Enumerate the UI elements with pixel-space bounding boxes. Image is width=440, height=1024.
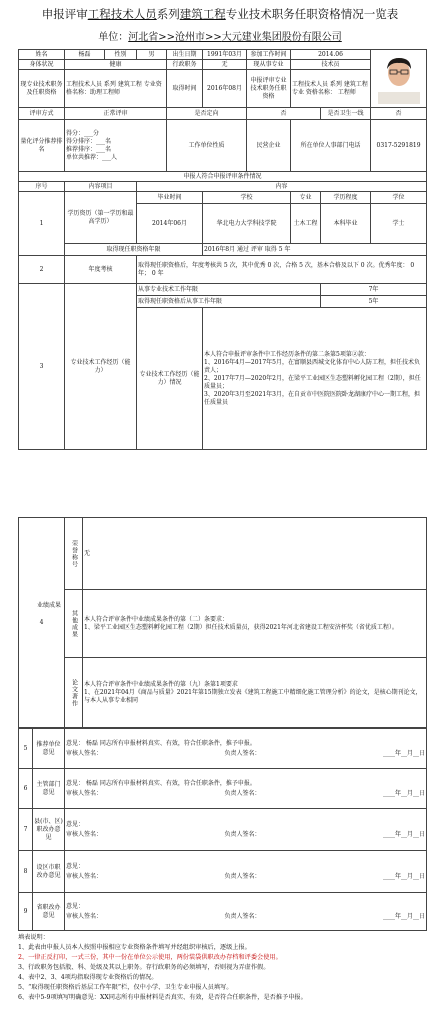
honor-value: 无 bbox=[83, 518, 427, 590]
after-value: 2016年8月 通过 评审 取得 5 年 bbox=[203, 244, 427, 256]
current-title-value: 工程技术人员 系列 建筑工程 专业资格名称：助理工程师 bbox=[65, 70, 167, 108]
note-4: 4、表中2、3、4项均指取得现专业资格后的情况。 bbox=[18, 974, 158, 981]
other-line-1: 本人符合评审条件中业绩成果条件的第（二）条要求： bbox=[84, 615, 229, 623]
score-text: 得分：___分 bbox=[66, 129, 100, 137]
paper-line-2: 1、在2021年04月《商品与质量》2021年第15期独立发表《建筑工程施工中精细化施工管理分析》的论文，是核心期刊论文，与本人从事专业相同 bbox=[84, 688, 422, 704]
op2-text: 意见： 杨磊 同志所有申报材料真实、有效，符合任职条件，推予申报。 bbox=[66, 779, 256, 787]
work-line-3: 2、2017年7月—2020年2月，在梁平工业园区生态塑料孵化园工程（2期），担任质量员； bbox=[204, 374, 421, 390]
op3-content bbox=[65, 809, 427, 851]
op5-no: 9 bbox=[19, 893, 33, 931]
op3-label: 县(市、区)职改办意见 bbox=[33, 809, 65, 851]
unit-company: 大元建业集团股份有限公司 bbox=[221, 32, 342, 43]
edu-grad: 2014年06月 bbox=[137, 204, 203, 244]
edu-major: 土木工程 bbox=[291, 204, 321, 244]
row3-content bbox=[203, 308, 427, 450]
opinion-row bbox=[19, 769, 427, 809]
other-content bbox=[83, 590, 427, 658]
op1-head: 负责人签名： bbox=[224, 749, 261, 757]
opinion-row bbox=[19, 893, 427, 931]
years2-value: 5年 bbox=[321, 296, 427, 308]
row2-text: 取得现任职资格后，年度考核共 5 次，其中优秀 0 次，合格 5 次，基本合格及以下 0 次。优秀年度： 0 年； 0 年 bbox=[137, 256, 427, 284]
header-item: 内容项目 bbox=[65, 182, 137, 192]
paper-line-1: 本人符合评审条件中业绩成果条件的第（九）条第1项要求 bbox=[84, 680, 238, 688]
op2-label: 主管部门意见 bbox=[33, 769, 65, 809]
birth-value: 1991年03月 bbox=[203, 50, 247, 60]
designated-value: 否 bbox=[247, 108, 321, 120]
paper-label: 论文著作 bbox=[65, 658, 83, 728]
edu-head-level: 学历程度 bbox=[321, 192, 371, 204]
years-label: 从事专业技术工作年限 bbox=[137, 284, 321, 296]
current-job-value: 技术员 bbox=[291, 60, 371, 70]
apply-label: 申报评审专业技术职务任职资格 bbox=[247, 70, 291, 108]
row1-item: 学历资历（第一学历和最高学历） bbox=[65, 192, 137, 244]
unit-prefix: 单位： bbox=[98, 32, 129, 43]
op4-label: 设区市职改办意见 bbox=[33, 851, 65, 893]
row2-no: 2 bbox=[19, 256, 65, 284]
title-suffix: 专业技术职务任职资格情况一览表 bbox=[225, 7, 399, 21]
work-start-label: 参加工作时间 bbox=[247, 50, 291, 60]
designated-label: 是否定向 bbox=[167, 108, 247, 120]
title-prefix: 申报评审 bbox=[41, 7, 88, 21]
op1-no: 5 bbox=[19, 729, 33, 769]
row3-item: 专业技术工作经历（能力） bbox=[65, 284, 137, 450]
score-block bbox=[65, 120, 167, 172]
unit-nature-value: 民营企业 bbox=[247, 120, 291, 172]
birth-label: 出生日期 bbox=[167, 50, 203, 60]
current-job-label: 现从事专业 bbox=[247, 60, 291, 70]
gender-label: 性别 bbox=[105, 50, 137, 60]
op3-text: 意见： bbox=[66, 820, 85, 828]
admin-value: 无 bbox=[203, 60, 247, 70]
rec-rank: 推荐排序：___名 bbox=[66, 145, 112, 153]
after-label: 取得现任职资格年限 bbox=[65, 244, 203, 256]
op2-content bbox=[65, 769, 427, 809]
op3-head: 负责人签名： bbox=[224, 830, 261, 838]
opinion-row bbox=[19, 809, 427, 851]
name-value: 杨磊 bbox=[65, 50, 105, 60]
edu-degree: 学士 bbox=[371, 204, 427, 244]
opinion-row bbox=[19, 851, 427, 893]
op5-text: 意见： bbox=[66, 902, 85, 910]
obtain-value: 2016年08月 bbox=[203, 70, 247, 108]
op1-text: 意见： 杨磊 同志所有申报材料真实、有效，符合任职条件，推予申报。 bbox=[66, 739, 256, 747]
note-5: 5、“取得现任职资格后基层工作年限”栏，仅中小学、卫生专业申报人员填写。 bbox=[18, 984, 233, 991]
title-mid: 系列 bbox=[156, 7, 180, 21]
row4-item: 业绩成果 bbox=[34, 600, 64, 609]
opinions-table bbox=[18, 728, 427, 931]
header-content: 内容 bbox=[137, 182, 427, 192]
edu-head-major: 专业 bbox=[291, 192, 321, 204]
gender-value: 男 bbox=[137, 50, 167, 60]
row4-no: 4 bbox=[19, 518, 65, 728]
note-2: 2、一律正反打印，一式三份，其中一份在单位公示使用，两份装袋供职改办存档和评委会使用。 bbox=[18, 954, 282, 961]
name-label: 姓名 bbox=[19, 50, 65, 60]
edu-school: 华北电力大学科技学院 bbox=[203, 204, 291, 244]
edu-head-degree: 学位 bbox=[371, 192, 427, 204]
header-no: 序号 bbox=[19, 182, 65, 192]
review-label: 评审方式 bbox=[19, 108, 65, 120]
apply-value: 工程技术人员 系列 建筑工程 专业 资格名称： 工程师 bbox=[291, 70, 371, 108]
health-label: 身体状况 bbox=[19, 60, 65, 70]
op2-sign: 审核人签名： bbox=[66, 789, 103, 797]
quant-label: 量化评分推荐排名 bbox=[19, 120, 65, 172]
other-label: 其他成果 bbox=[65, 590, 83, 658]
unit-region: 河北省>>沧州市>> bbox=[128, 32, 222, 43]
notes-title: 填表说明： bbox=[18, 934, 49, 941]
unit-total: 单位共推荐：___人 bbox=[66, 153, 118, 161]
honor-label: 荣誉称号 bbox=[65, 518, 83, 590]
work-line-1: 本人符合申报评审条件中工作经历条件的第二条第5项第②款： bbox=[204, 350, 370, 358]
notes bbox=[18, 933, 426, 1003]
years2-label: 取得现任职资格后从事工作年限 bbox=[137, 296, 321, 308]
section-title: 申报人符合申报评审条件情况 bbox=[19, 172, 427, 182]
note-6: 6、表中5-9项填写明确意见：XX同志所有申报材料是否真实、有效，是否符合任职条件，是否推予申报。 bbox=[18, 994, 307, 1001]
edu-level: 本科毕业 bbox=[321, 204, 371, 244]
work-start-value: 2014.06 bbox=[291, 50, 371, 60]
health-value: 健康 bbox=[65, 60, 167, 70]
main-table bbox=[18, 49, 427, 450]
title-major: 建筑工程 bbox=[179, 7, 226, 21]
title-series: 工程技术人员 bbox=[87, 7, 157, 21]
op4-no: 8 bbox=[19, 851, 33, 893]
row2-item: 年度考核 bbox=[65, 256, 137, 284]
op2-head: 负责人签名： bbox=[224, 789, 261, 797]
paper-content bbox=[83, 658, 427, 728]
row3-no: 3 bbox=[19, 284, 65, 450]
op1-sign: 审核人签名： bbox=[66, 749, 103, 757]
opinion-row bbox=[19, 729, 427, 769]
op4-date: ____年__月__日 bbox=[382, 872, 425, 880]
other-line-2: 1、梁平工业园区生态塑料孵化园工程（2期）担任技术质量员，获得2021年河北省建设工程安济杯奖（省优质工程）。 bbox=[84, 623, 398, 631]
unit-phone-label: 所在单位人事部门电话 bbox=[291, 120, 371, 172]
score-rank: 得分排序：___名 bbox=[66, 137, 112, 145]
current-title-label: 现专业技术职务及任职资格 bbox=[19, 70, 65, 108]
op3-date: ____年__月__日 bbox=[382, 830, 425, 838]
row1-no: 1 bbox=[19, 192, 65, 256]
second-table bbox=[18, 517, 427, 729]
op2-no: 6 bbox=[19, 769, 33, 809]
unit-phone-value: 0317-5291819 bbox=[371, 120, 427, 172]
op1-label: 推荐单位意见 bbox=[33, 729, 65, 769]
op4-content bbox=[65, 851, 427, 893]
op5-sign: 审核人签名： bbox=[66, 912, 103, 920]
op2-date: ____年__月__日 bbox=[382, 789, 425, 797]
photo-cell bbox=[371, 50, 427, 108]
work-line-4: 3、2020年3月至2021年3月，在自贡市中医院医院卧龙湖康疗中心一期工程，担任质量员 bbox=[204, 390, 420, 406]
review-value: 正常评审 bbox=[65, 108, 167, 120]
health-sys-value: 否 bbox=[371, 108, 427, 120]
row3-sub-label: 专业技术工作经历（能力）情况 bbox=[137, 308, 203, 450]
portrait-photo bbox=[372, 50, 426, 104]
op3-no: 7 bbox=[19, 809, 33, 851]
edu-head-school: 学校 bbox=[203, 192, 291, 204]
work-line-2: 1、2016年4月—2017年5月，在富顺县西城文化体育中心人防工程，担任技术负责人； bbox=[204, 358, 420, 374]
op5-date: ____年__月__日 bbox=[382, 912, 425, 920]
note-1: 1、此表由申报人员本人按照申报相应专业资格条件填写并经组织审核后，逐级上报。 bbox=[18, 944, 251, 951]
op5-head: 负责人签名： bbox=[224, 912, 261, 920]
op5-label: 省职改办意见 bbox=[33, 893, 65, 931]
op4-sign: 审核人签名： bbox=[66, 872, 103, 880]
form-title bbox=[0, 6, 440, 22]
unit-nature-label: 工作单位性质 bbox=[167, 120, 247, 172]
health-sys-label: 是否卫生一线 bbox=[321, 108, 371, 120]
op5-content bbox=[65, 893, 427, 931]
obtain-label: 取得时间 bbox=[167, 70, 203, 108]
years-value: 7年 bbox=[321, 284, 427, 296]
op4-text: 意见： bbox=[66, 862, 85, 870]
admin-label: 行政职务 bbox=[167, 60, 203, 70]
unit-line bbox=[0, 28, 440, 43]
op1-content bbox=[65, 729, 427, 769]
edu-head-grad: 毕业时间 bbox=[137, 192, 203, 204]
op3-sign: 审核人签名： bbox=[66, 830, 103, 838]
op1-date: ____年__月__日 bbox=[382, 749, 425, 757]
op4-head: 负责人签名： bbox=[224, 872, 261, 880]
note-3: 3、行政职务包括股、科、处级及其以上职务。存行政职务的必须填写，否则视为弄虚作假。 bbox=[18, 964, 270, 971]
